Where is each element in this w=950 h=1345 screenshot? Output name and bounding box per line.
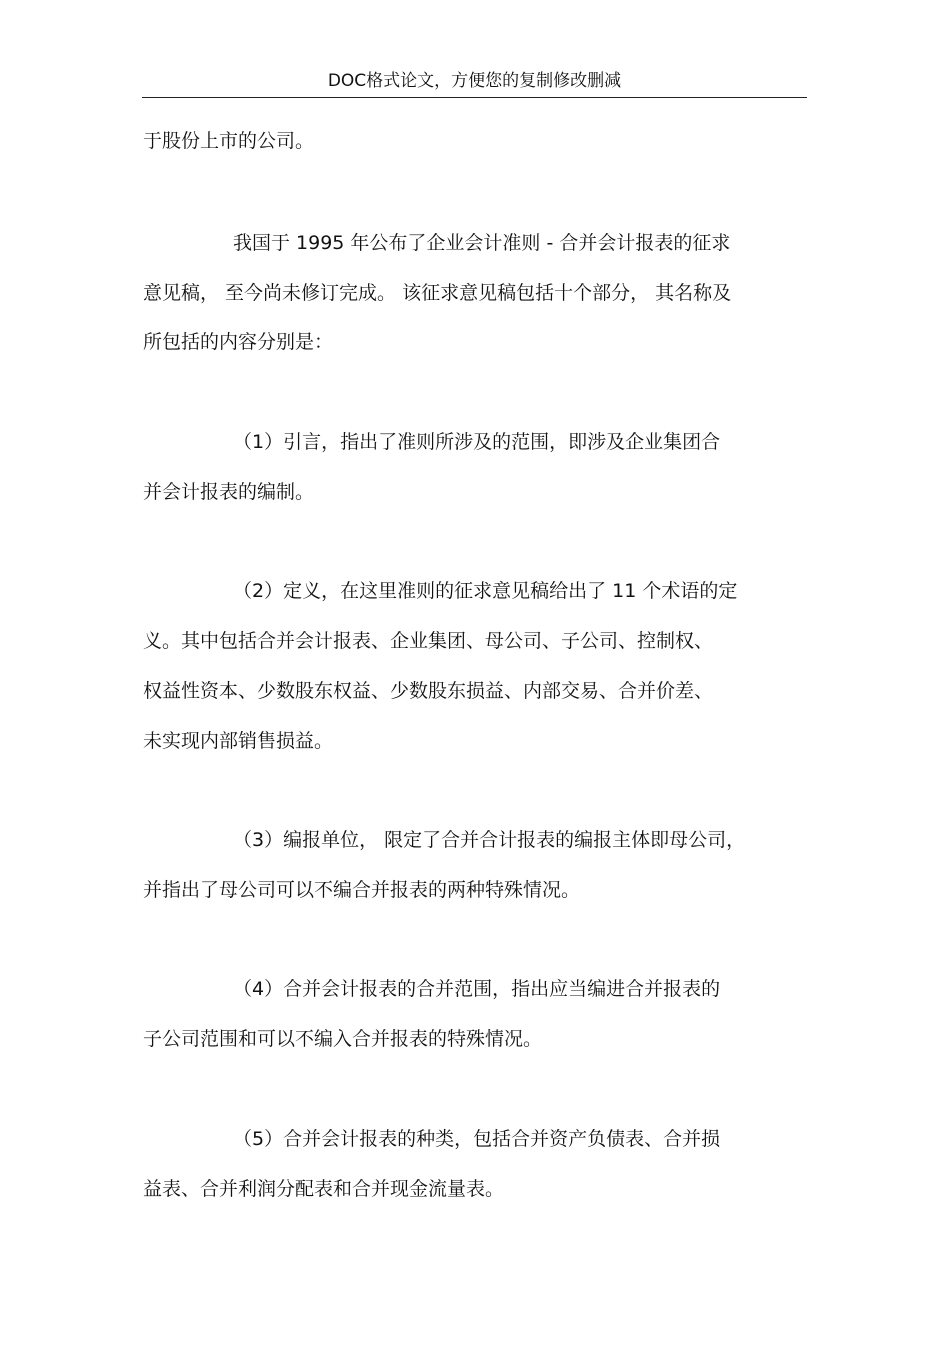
text-line: 所包括的内容分别是： bbox=[143, 331, 334, 353]
text-line: 益表、合并利润分配表和合并现金流量表。 bbox=[143, 1178, 505, 1200]
header-divider bbox=[142, 97, 807, 98]
text-line: 于股份上市的公司。 bbox=[143, 130, 315, 152]
text-line: （5）合并会计报表的种类，包括合并资产负债表、合并损 bbox=[233, 1128, 721, 1150]
text-line: （2）定义，在这里准则的征求意见稿给出了 11 个术语的定 bbox=[233, 580, 738, 602]
text-line: （1）引言，指出了准则所涉及的范围，即涉及企业集团合 bbox=[233, 431, 721, 453]
text-line: （4）合并会计报表的合并范围，指出应当编进合并报表的 bbox=[233, 978, 721, 1000]
text-line: 权益性资本、少数股东权益、少数股东损益、内部交易、合并价差、 bbox=[143, 680, 714, 702]
text-line: 我国于 1995 年公布了企业会计准则 - 合并会计报表的征求 bbox=[233, 232, 731, 254]
text-line: （3）编报单位， 限定了合并合计报表的编报主体即母公司， bbox=[233, 829, 746, 851]
text-line: 意见稿， 至今尚未修订完成。 该征求意见稿包括十个部分， 其名称及 bbox=[143, 282, 732, 304]
document-header: DOC格式论文，方便您的复制修改删减 bbox=[327, 71, 622, 91]
text-line: 未实现内部销售损益。 bbox=[143, 730, 334, 752]
text-line: 子公司范围和可以不编入合并报表的特殊情况。 bbox=[143, 1028, 543, 1050]
text-line: 并指出了母公司可以不编合并报表的两种特殊情况。 bbox=[143, 879, 581, 901]
text-line: 义。其中包括合并会计报表、企业集团、母公司、子公司、控制权、 bbox=[143, 630, 714, 652]
text-line: 并会计报表的编制。 bbox=[143, 481, 315, 503]
